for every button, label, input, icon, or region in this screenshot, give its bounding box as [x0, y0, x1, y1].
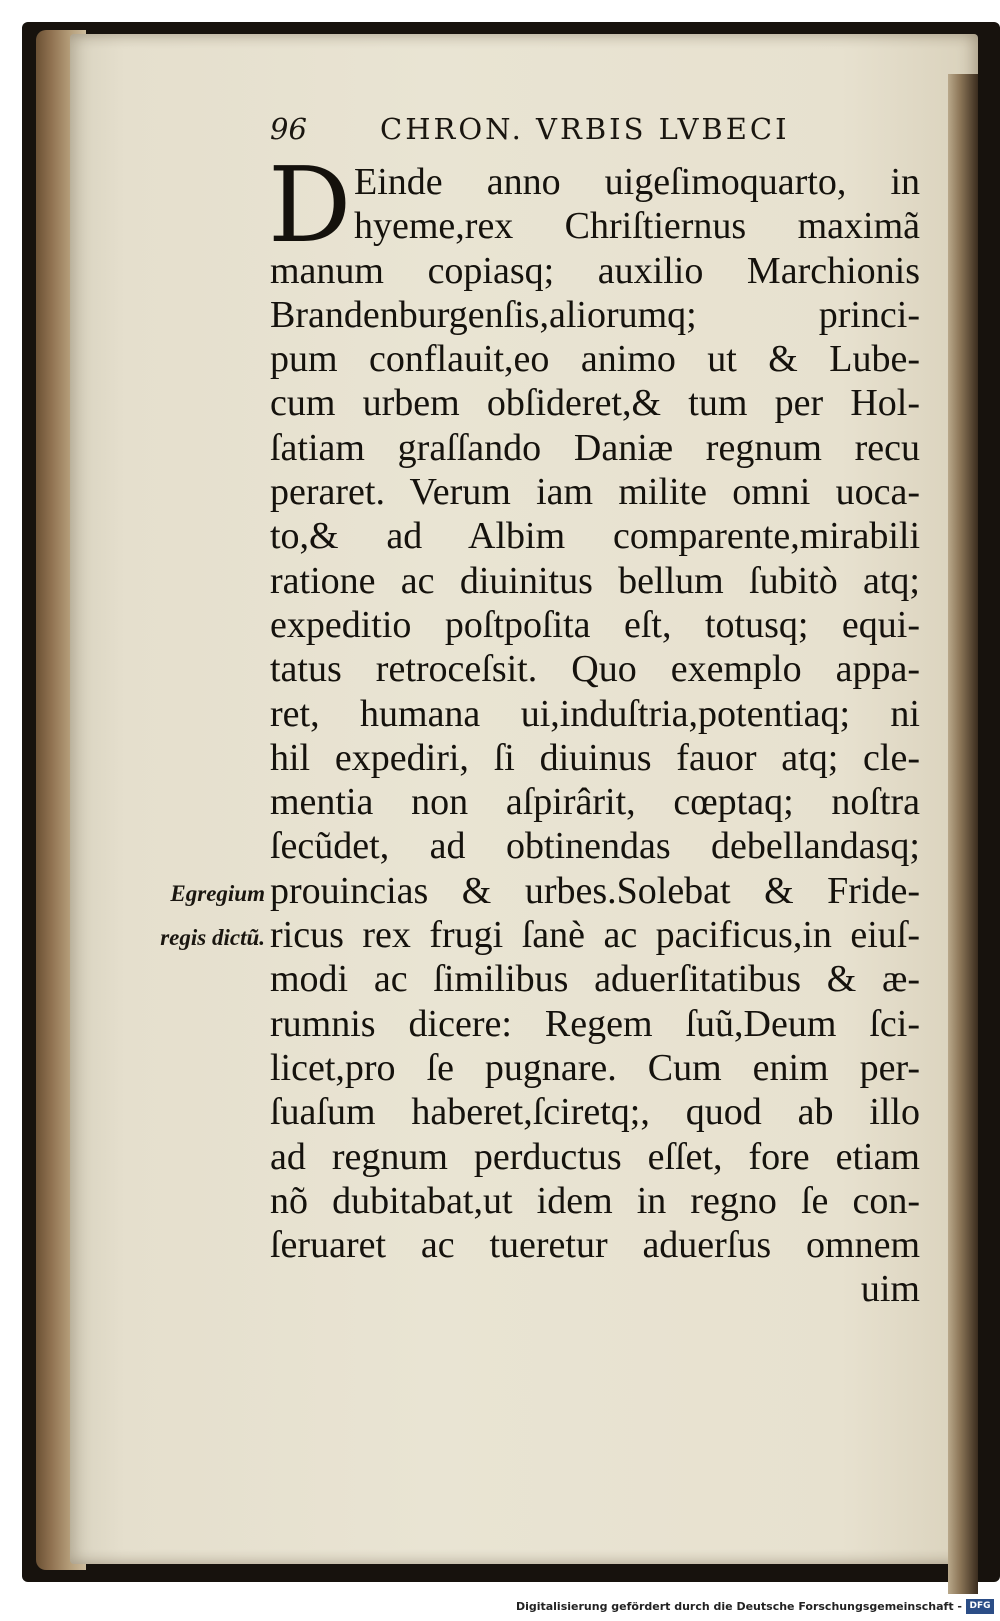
- text-line: Brandenburgenſis,aliorumq; princi-: [270, 293, 920, 336]
- text-line: licet,pro ſe pugnare. Cum enim per-: [270, 1046, 920, 1089]
- text-line: modi ac ſimilibus aduerſitatibus & æ-: [270, 958, 920, 1001]
- text-line: ad regnum perductus eſſet, fore etiam: [270, 1135, 920, 1178]
- gutter-shadow: [948, 74, 978, 1594]
- text-line: tatus retroceſsit. Quo exemplo appa-: [270, 648, 920, 691]
- marginal-note-line: Egregium: [170, 881, 265, 906]
- text-line: ricus rex frugi ſanè ac pacificus,in eiuſ-: [270, 914, 920, 957]
- text-line: Einde anno uigeſimoquarto, in: [354, 161, 920, 203]
- marginal-note: [100, 872, 265, 960]
- text-line: prouincias & urbes.Solebat & Fride-: [270, 869, 920, 912]
- digitization-footer: [0, 1596, 1000, 1621]
- main-text-block: [268, 144, 920, 1312]
- text-line: expeditio poſtpoſita eſt, totusq; equi-: [270, 603, 920, 646]
- dfg-logo: DFG: [966, 1599, 994, 1614]
- drop-cap-initial: D: [268, 144, 352, 266]
- page-number: 96: [270, 112, 307, 146]
- text-line: ratione ac diuinitus bellum ſubitò atq;: [270, 559, 920, 602]
- running-title: CHRON. VRBIS LVBECI: [380, 112, 790, 146]
- text-line: ſuaſum haberet,ſciretq;, quod ab illo: [270, 1091, 920, 1134]
- running-head: [270, 112, 930, 152]
- text-line: to,& ad Albim comparente,mirabili: [270, 515, 920, 558]
- text-line: manum copiasq; auxilio Marchionis: [270, 249, 920, 292]
- text-line: ſeruaret ac tueretur aduerſus omnem: [270, 1224, 920, 1267]
- text-line: pum conflauit,eo animo ut & Lube-: [270, 338, 920, 381]
- text-line: mentia non aſpirârit, cœptaq; noſtra: [270, 781, 920, 824]
- catchword: uim: [860, 1268, 920, 1311]
- text-line: ret, humana ui,induſtria,potentiaq; ni: [270, 692, 920, 735]
- text-line: ſecũdet, ad obtinendas debellandasq;: [270, 825, 920, 868]
- text-line: nõ dubitabat,ut idem in regno ſe con-: [270, 1179, 920, 1222]
- funding-credit: Digitalisierung gefördert durch die Deutsche Forschungsgemeinschaft -: [515, 1600, 962, 1613]
- marginal-note-line: regis dictũ.: [160, 925, 265, 950]
- text-line: cum urbem obſideret,& tum per Hol-: [270, 382, 920, 425]
- text-line: rumnis dicere: Regem ſuũ,Deum ſci-: [270, 1002, 920, 1045]
- text-line: hil expediri, ſi diuinus fauor atq; cle-: [270, 736, 920, 779]
- text-line: hyeme,rex Chriſtiernus maximã: [354, 205, 920, 248]
- text-line: peraret. Verum iam milite omni uoca-: [270, 471, 920, 514]
- text-line: ſatiam graſſando Daniæ regnum recu: [270, 426, 920, 469]
